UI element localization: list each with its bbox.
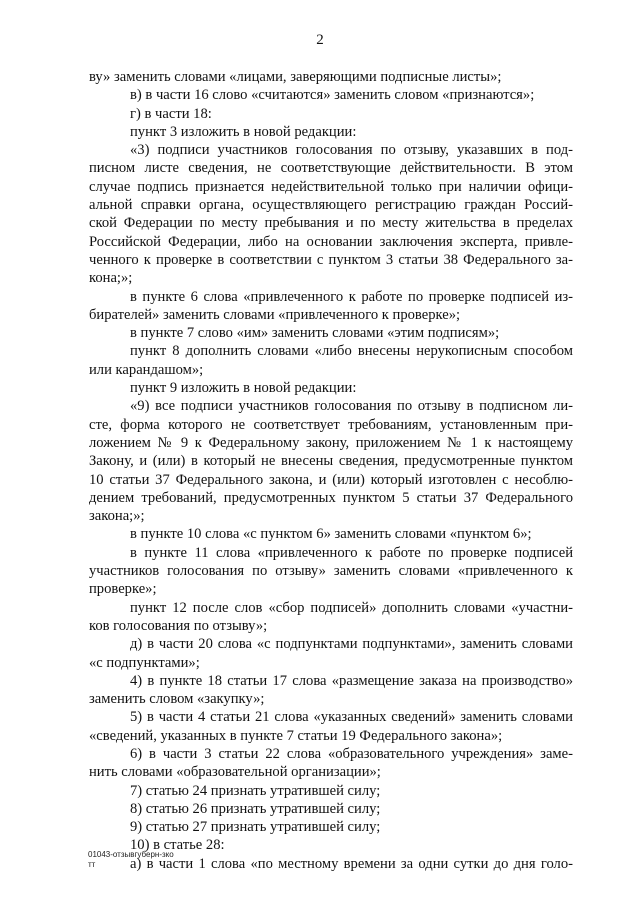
text-line: Закону, и (или) в который не внесены сведения, предусмотренные пунктом — [89, 453, 573, 470]
text-line: бирателей» заменить словами «привлеченного к проверке»; — [89, 306, 461, 323]
text-line: в пункте 6 слова «привлеченного к работе по проверке подписей из- — [130, 288, 573, 305]
text-line: альной справки органа, осуществляющего регистрацию граждан Россий- — [89, 197, 573, 214]
text-line: ков голосования по отзыву»; — [89, 617, 268, 634]
text-line: Российской Федерации, либо на основании заключения эксперта, привле- — [89, 233, 573, 250]
text-line: ву» заменить словами «лицами, заверяющими подписные листы»; — [89, 69, 502, 85]
text-line: 8) статью 26 признать утратившей силу; — [130, 800, 381, 817]
text-line: случае подпись признается недействительной только при наличии офици- — [89, 178, 573, 195]
text-line: проверке»; — [89, 581, 157, 598]
footer-file-code: 01043-отзывгуберн-зко — [88, 850, 174, 859]
text-line: пункт 3 изложить в новой редакции: — [130, 123, 357, 140]
document-footer — [88, 850, 174, 870]
text-line: сте, форма которого не соответствует требованиям, установленным при- — [89, 416, 573, 433]
footer-initials: тт — [88, 860, 96, 869]
text-line: участников голосования по отзыву» заменить словами «привлеченного к — [89, 563, 573, 580]
page-number: 2 — [316, 32, 324, 48]
text-line: в пункте 7 слово «им» заменить словами «этим подписям»; — [130, 325, 500, 342]
text-line: «с подпунктами»; — [89, 654, 200, 671]
text-line: в) в части 16 слово «считаются» заменить словом «признаются»; — [130, 87, 535, 104]
document-body — [89, 68, 573, 873]
text-line: в пункте 11 слова «привлеченного к работе по проверке подписей — [130, 544, 573, 561]
text-line: 6) в части 3 статьи 22 слова «образовательного учреждения» заме- — [130, 745, 573, 762]
text-line: ской Федерации по месту пребывания и по месту жительства в пределах — [89, 215, 573, 232]
text-line: в пункте 10 слова «с пунктом 6» заменить словами «пунктом 6»; — [130, 526, 532, 543]
text-line: 4) в пункте 18 статьи 17 слова «размещение заказа на производство» — [130, 672, 573, 689]
text-line: нить словами «образовательной организации»; — [89, 764, 381, 781]
text-line: закона;»; — [89, 508, 145, 525]
text-line: пункт 8 дополнить словами «либо внесены нерукописным способом — [130, 343, 573, 360]
text-line: 5) в части 4 статьи 21 слова «указанных сведений» заменить словами — [130, 709, 573, 726]
text-line: «сведений, указанных в пункте 7 статьи 19 Федерального закона»; — [89, 727, 503, 744]
text-line: 10) в статье 28: — [130, 837, 225, 854]
text-line: 9) статью 27 признать утратившей силу; — [130, 819, 381, 836]
text-line: ложением № 9 к Федеральному закону, приложением № 1 к настоящему — [89, 434, 573, 451]
text-line: кона;»; — [89, 270, 133, 287]
text-line: или карандашом»; — [89, 361, 204, 378]
text-line: «3) подписи участников голосования по отзыву, указавших в под- — [130, 142, 573, 159]
text-line: а) в части 1 слова «по местному времени за одни сутки до дня голо- — [130, 855, 573, 872]
text-line: д) в части 20 слова «с подпунктами подпунктами», заменить словами — [130, 636, 573, 653]
text-line: пункт 12 после слов «сбор подписей» дополнить словами «участни- — [130, 599, 573, 616]
text-line: ченного к проверке в соответствии с пунктом 3 статьи 38 Федерального за- — [89, 251, 573, 268]
text-line: дением требований, предусмотренных пунктом 5 статьи 37 Федерального — [89, 489, 573, 506]
text-line: писном листе сведения, не соответствующие действительности. В этом — [89, 160, 573, 177]
text-line: «9) все подписи участников голосования по отзыву в подписном ли- — [130, 398, 573, 415]
text-line: заменить словом «закупку»; — [89, 691, 265, 708]
text-line: 10 статьи 37 Федерального закона, и (или) который изготовлен с несоблю- — [89, 471, 573, 488]
text-line: г) в части 18: — [130, 105, 212, 122]
text-line: пункт 9 изложить в новой редакции: — [130, 380, 357, 397]
text-line: 7) статью 24 признать утратившей силу; — [130, 782, 381, 799]
